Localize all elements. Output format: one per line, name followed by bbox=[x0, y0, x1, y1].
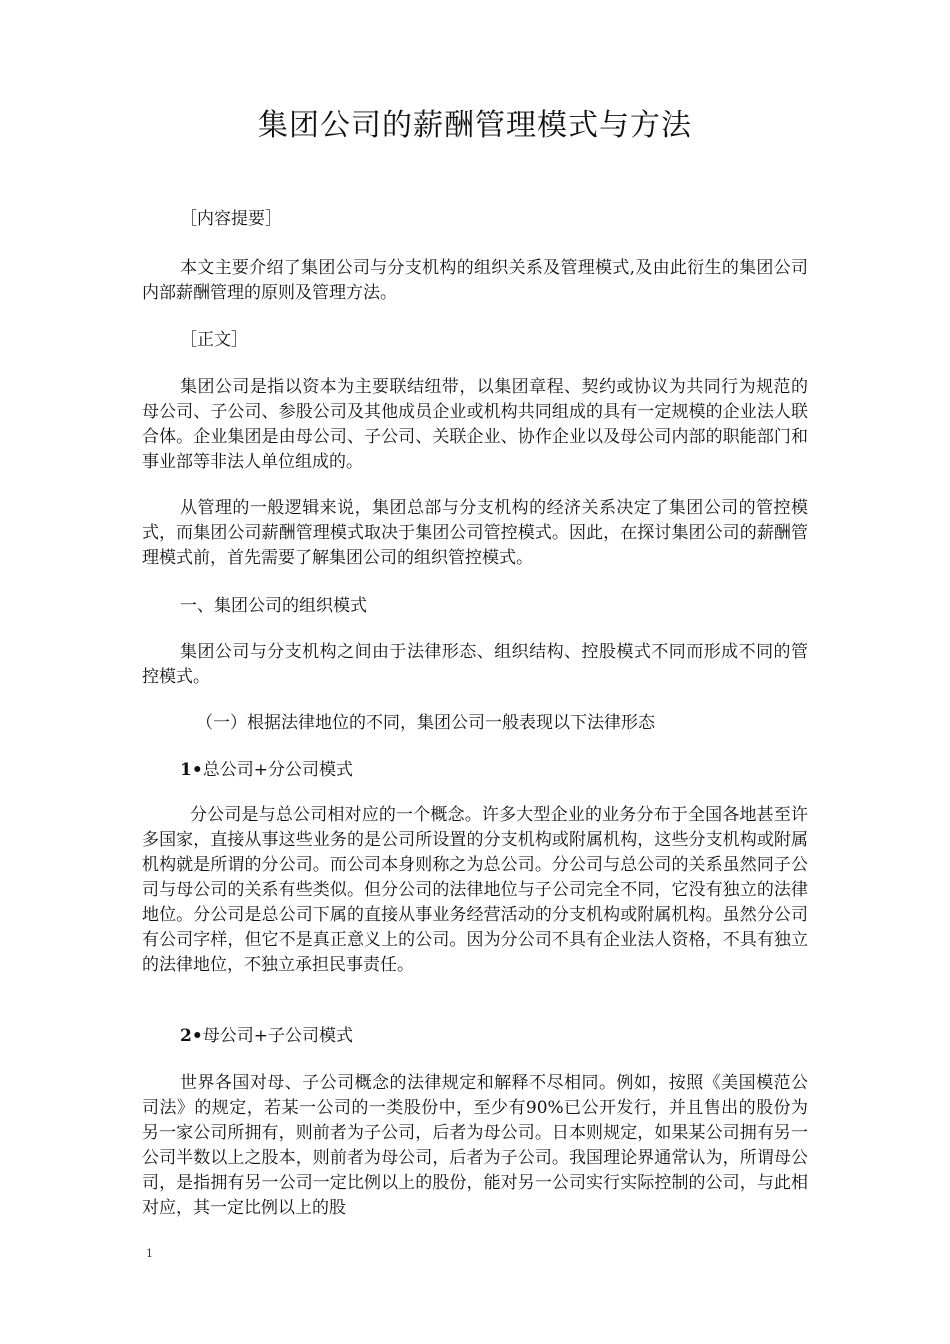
body-paragraph-2: 从管理的一般逻辑来说，集团总部与分支机构的经济关系决定了集团公司的管控模式，而集团公司薪酬管理模式取决于集团公司管控模式。因此，在探讨集团公司的薪酬管理模式前，首先需要了解集团公司的组织管控模式。 bbox=[142, 498, 808, 568]
page-number: 1 bbox=[146, 1247, 153, 1260]
abstract-paragraph: 本文主要介绍了集团公司与分支机构的组织关系及管理模式,及由此衍生的集团公司内部薪酬管理的原则及管理方法。 bbox=[142, 258, 808, 303]
subsection-heading: （一）根据法律地位的不同，集团公司一般表现以下法律形态 bbox=[196, 713, 655, 733]
item-1-heading: 总公司+分公司模式 bbox=[202, 760, 353, 780]
item-2-heading: 母公司+子公司模式 bbox=[202, 1026, 353, 1046]
item-2-number: 2• bbox=[180, 1026, 203, 1046]
body-paragraph-1: 集团公司是指以资本为主要联结纽带，以集团章程、契约或协议为共同行为规范的母公司、子公司、参股公司及其他成员企业或机构共同组成的具有一定规模的企业法人联合体。企业集团是由母公司、子公司、关联企业、协作企业以及母公司内部的职能部门和事业部等非法人单位组成的。 bbox=[142, 377, 808, 472]
abstract-heading: ［内容提要］ bbox=[180, 209, 282, 229]
section-1-heading: 一、集团公司的组织模式 bbox=[180, 596, 367, 616]
item-2-heading-line bbox=[180, 1024, 808, 1049]
item-1-heading-line bbox=[180, 758, 808, 783]
document-title: 集团公司的薪酬管理模式与方法 bbox=[258, 108, 692, 143]
body-paragraph-3: 集团公司与分支机构之间由于法律形态、组织结构、控股模式不同而形成不同的管控模式。 bbox=[142, 642, 808, 687]
body-paragraph-4: 分公司是与总公司相对应的一个概念。许多大型企业的业务分布于全国各地甚至许多国家，直接从事这些业务的是公司所设置的分支机构或附属机构，这些分支机构或附属机构就是所谓的分公司。而公司本身则称之为总公司。分公司与总公司的关系虽然同子公司与母公司的关系有些类似。但分公司的法律地位与子公司完全不同，它没有独立的法律地位。分公司是总公司下属的直接从事业务经营活动的分支机构或附属机构。虽然分公司有公司字样，但它不是真正意义上的公司。因为分公司不具有企业法人资格，不具有独立的法律地位，不独立承担民事责任。 bbox=[142, 805, 808, 975]
body-paragraph-5: 世界各国对母、子公司概念的法律规定和解释不尽相同。例如，按照《美国模范公司法》的规定，若某一公司的一类股份中，至少有90%已公开发行，并且售出的股份为另一家公司所拥有，则前者为子公司，后者为母公司。日本则规定，如果某公司拥有另一公司半数以上之股本，则前者为母公司，后者为子公司。我国理论界通常认为，所谓母公司，是指拥有另一公司一定比例以上的股份，能对另一公司实行实际控制的公司，与此相对应，其一定比例以上的股 bbox=[142, 1073, 808, 1218]
item-1-number: 1• bbox=[180, 760, 203, 780]
body-heading: ［正文］ bbox=[180, 330, 248, 350]
